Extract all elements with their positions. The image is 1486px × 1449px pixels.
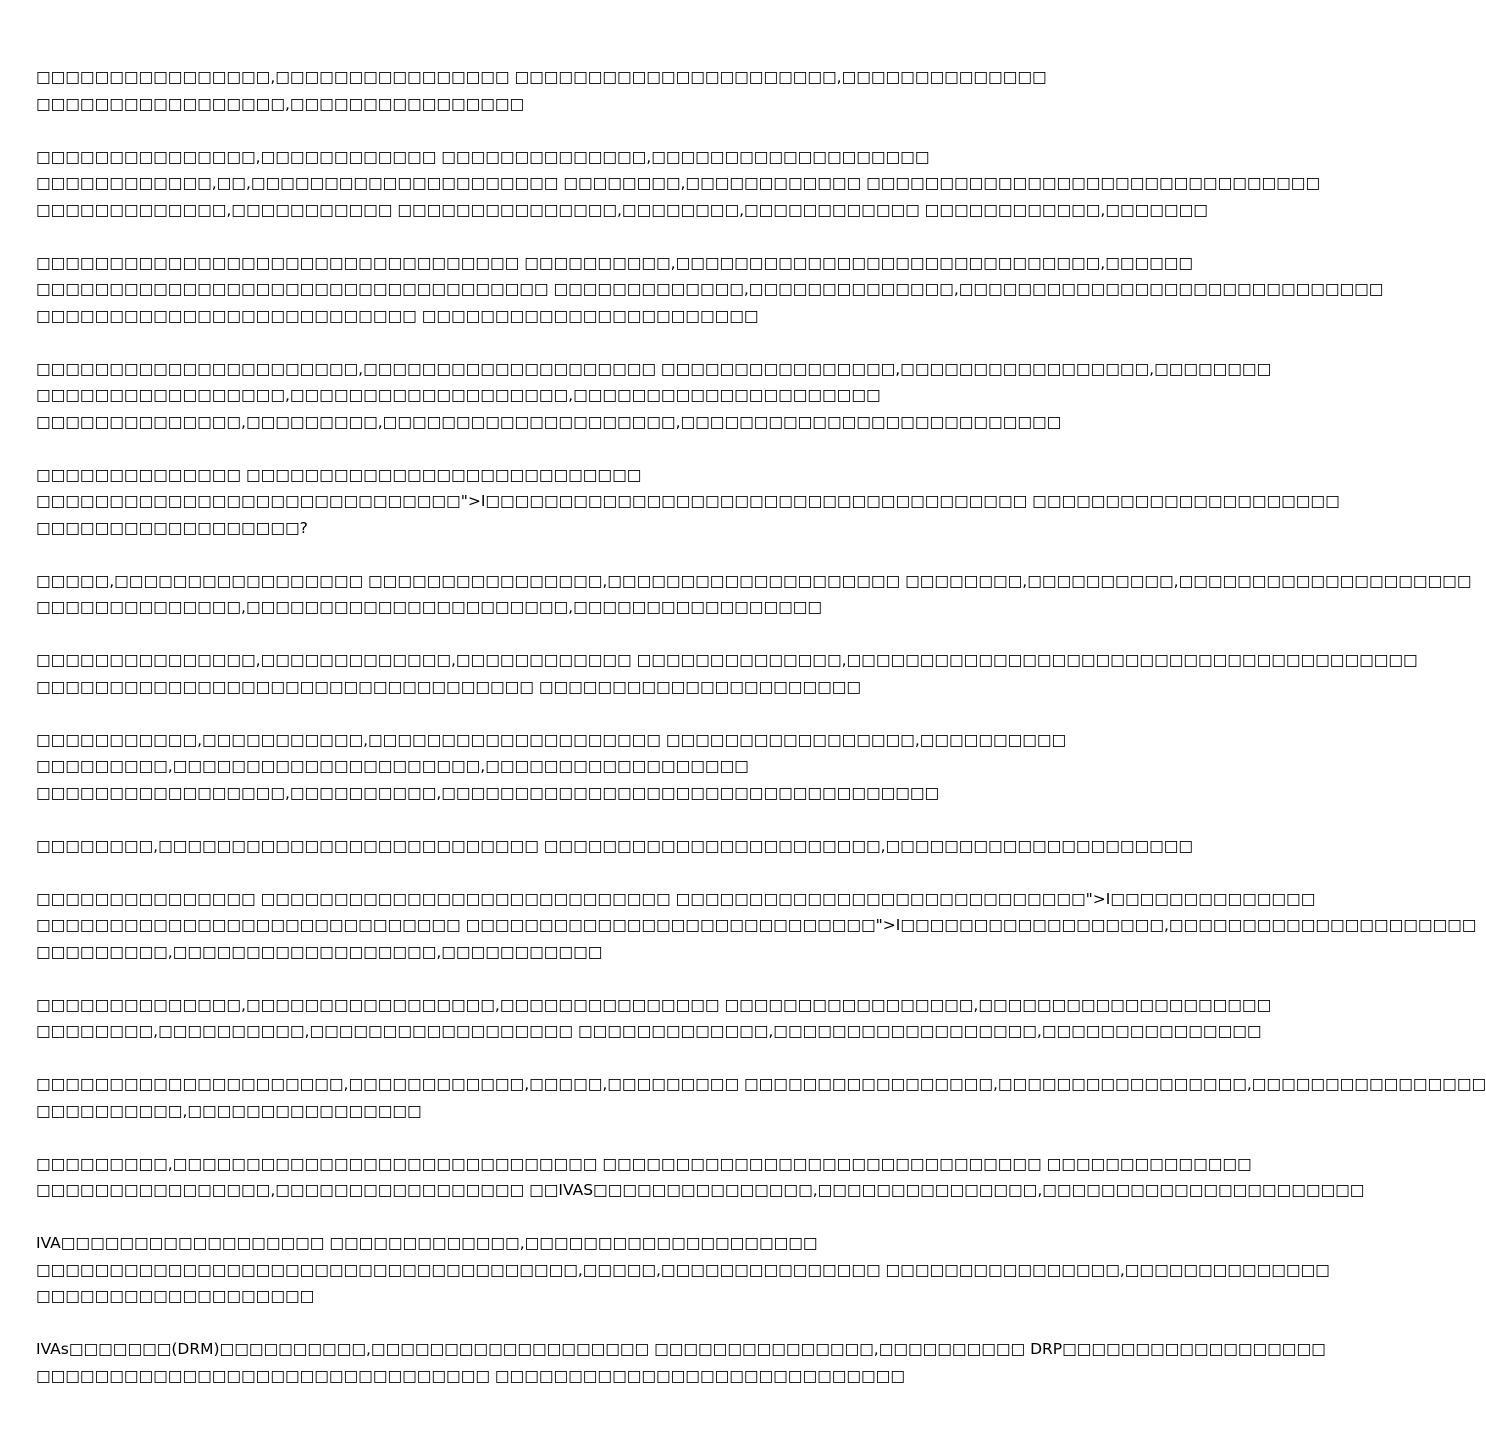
- text-line: □□□□□□□□□□□□□□□□□,□□□□□□□□□□,□□□□□□□□□□□□□□□□□□□□□□□□□□□□□□□□□□: [36, 783, 940, 802]
- text-line: □□□□□□□□□,□□□□□□□□□□□□□□□□□□,□□□□□□□□□□□: [36, 942, 603, 961]
- text-line: □□□□□□□□□□□□□□□□□□□□□□□□□□□□□□□□□□□ □□□□□□□□□□□□□,□□□□□□□□□□□□□□,□□□□□□□□□□□□□□□□□□□□□□□□□□□□□: [36, 280, 1384, 298]
- paragraph: [36, 1336, 1326, 1389]
- text-line: □□□□□□□□□□□□□□□□□,□□□□□□□□□□□□□□□□: [36, 94, 525, 113]
- text-line: □□□□□□□□□□□□□□ □□□□□□□□□□□□□□□□□□□□□□□□□□□: [36, 465, 642, 484]
- paragraph: [36, 1230, 1330, 1310]
- paragraph: [36, 1151, 1365, 1204]
- text-line: □□□□□□□□□□□□□□□ □□□□□□□□□□□□□□□□□□□□□□□□□□□□ □□□□□□□□□□□□□□□□□□□□□□□□□□□□">I□□□□□□□□□□□□□□: [36, 889, 1316, 908]
- text-line: □□□□□□□□□□□□□□□□□□□□□□□□□□□□□">I□□□□□□□□□□□□□□□□□□□□□□□□□□□□□□□□□□□□□ □□□□□□□□□□□□□□□□□□□□□: [36, 492, 1340, 510]
- text-line: □□□□□□□□□□□□□□□□□□□□□,□□□□□□□□□□□□,□□□□□,□□□□□□□□□ □□□□□□□□□□□□□□□□□,□□□□□□□□□□□□□□□□□,□□□□□□□□□□□□□□□□: [36, 1075, 1486, 1093]
- text-line: □□□□□,□□□□□□□□□□□□□□□□□ □□□□□□□□□□□□□□□□,□□□□□□□□□□□□□□□□□□□□ □□□□□□□□,□□□□□□□□□□,□□□□□□□□□□□□□□□□□□□□: [36, 571, 1472, 590]
- text-line: □□□□□□□□□,□□□□□□□□□□□□□□□□□□□□□,□□□□□□□□□□□□□□□□□□: [36, 757, 749, 775]
- text-line: □□□□□□□□□□□□□□,□□□□□□□□□□□□□□□□□,□□□□□□□□□□□□□□□ □□□□□□□□□□□□□□□□□,□□□□□□□□□□□□□□□□□□□□: [36, 995, 1272, 1014]
- text-line: □□□□□□□□□,□□□□□□□□□□□□□□□□□□□□□□□□□□□□□ □□□□□□□□□□□□□□□□□□□□□□□□□□□□□□ □□□□□□□□□□□□□□: [36, 1154, 1252, 1173]
- paragraph: [36, 144, 1321, 224]
- text-line: □□□□□□□□,□□□□□□□□□□,□□□□□□□□□□□□□□□□□□ □□□□□□□□□□□□□,□□□□□□□□□□□□□□□□□□,□□□□□□□□□□□□□□□: [36, 1022, 1262, 1040]
- text-line: □□□□□□□□□□□□□□□□,□□□□□□□□□□□□□□□□ □□□□□□□□□□□□□□□□□□□□□□,□□□□□□□□□□□□□□: [36, 68, 1047, 86]
- paragraph: [36, 356, 1272, 436]
- text-line: □□□□□□□□□□,□□□□□□□□□□□□□□□□: [36, 1101, 422, 1120]
- paragraph: [36, 833, 1194, 860]
- text-line: □□□□□□□□□□□□□□□□□,□□□□□□□□□□□□□□□□□□□,□□□□□□□□□□□□□□□□□□□□□: [36, 386, 881, 404]
- text-line: □□□□□□□□□□□□□□□,□□□□□□□□□□□□□,□□□□□□□□□□□□ □□□□□□□□□□□□□□,□□□□□□□□□□□□□□□□□□□□□□□□□□□□□□□□□□□□□□□: [36, 651, 1418, 669]
- paragraph: [36, 647, 1418, 700]
- text-line: □□□□□□□□□□□□,□□,□□□□□□□□□□□□□□□□□□□□□ □□□□□□□□,□□□□□□□□□□□□ □□□□□□□□□□□□□□□□□□□□□□□□□□□□□□□: [36, 174, 1321, 192]
- text-line: IVA□□□□□□□□□□□□□□□□□□ □□□□□□□□□□□□□,□□□□□□□□□□□□□□□□□□□□: [36, 1234, 818, 1252]
- paragraph: [36, 1071, 1486, 1124]
- text-line: IVAs□□□□□□□(DRM)□□□□□□□□□□,□□□□□□□□□□□□□□□□□□□ □□□□□□□□□□□□□□□,□□□□□□□□□□ DRP□□□□□□□□□□□□□□□□□□: [36, 1340, 1326, 1358]
- text-line: □□□□□□□□□□□□□□□□□□□□□□,□□□□□□□□□□□□□□□□□□□□ □□□□□□□□□□□□□□□□,□□□□□□□□□□□□□□□□□,□□□□□□□□: [36, 359, 1272, 378]
- paragraph: [36, 992, 1272, 1045]
- text-line: □□□□□□□□□□□□□□□□□□□: [36, 1287, 315, 1305]
- text-line: □□□□□□□□□□□□□,□□□□□□□□□□□ □□□□□□□□□□□□□□□,□□□□□□□□,□□□□□□□□□□□□ □□□□□□□□□□□□,□□□□□□□: [36, 200, 1208, 219]
- text-line: □□□□□□□□□□□□□□□,□□□□□□□□□□□□ □□□□□□□□□□□□□□,□□□□□□□□□□□□□□□□□□□: [36, 147, 930, 166]
- text-line: □□□□□□□□□□□□□□□□□□□□□□□□□□□□□□□□□□ □□□□□□□□□□□□□□□□□□□□□□: [36, 677, 862, 696]
- text-line: □□□□□□□□□□□□□□□□□□□□□□□□□□□□□□□□□□□□□,□□□□□,□□□□□□□□□□□□□□□ □□□□□□□□□□□□□□□□,□□□□□□□□□□□□□□: [36, 1260, 1330, 1279]
- text-line: □□□□□□□□□□□□□□,□□□□□□□□□,□□□□□□□□□□□□□□□□□□□□,□□□□□□□□□□□□□□□□□□□□□□□□□□: [36, 412, 1062, 431]
- text-line: □□□□□□□□□□□□□□□□□□□□□□□□□□□□□□□ □□□□□□□□□□□□□□□□□□□□□□□□□□□□: [36, 1366, 905, 1385]
- paragraph: [36, 250, 1384, 330]
- paragraph: [36, 462, 1340, 542]
- document-page: [36, 64, 1486, 1416]
- text-line: □□□□□□□□□□□□□□□□,□□□□□□□□□□□□□□□□□ □□IVAS□□□□□□□□□□□□□□□,□□□□□□□□□□□□□□□,□□□□□□□□□□□□□□□□□□□□□□: [36, 1181, 1365, 1199]
- paragraph: [36, 64, 1047, 117]
- text-line: □□□□□□□□□□□□□□□□□□?: [36, 518, 308, 537]
- paragraph: [36, 568, 1472, 621]
- text-line: □□□□□□□□□□□,□□□□□□□□□□□,□□□□□□□□□□□□□□□□□□□□ □□□□□□□□□□□□□□□□□,□□□□□□□□□□: [36, 730, 1067, 749]
- text-line: □□□□□□□□□□□□□□□□□□□□□□□□□□ □□□□□□□□□□□□□□□□□□□□□□□: [36, 306, 759, 325]
- text-line: □□□□□□□□,□□□□□□□□□□□□□□□□□□□□□□□□□□ □□□□□□□□□□□□□□□□□□□□□□□,□□□□□□□□□□□□□□□□□□□□□: [36, 836, 1194, 855]
- text-line: □□□□□□□□□□□□□□,□□□□□□□□□□□□□□□□□□□□□□,□□□□□□□□□□□□□□□□□: [36, 598, 823, 616]
- paragraph: [36, 727, 1067, 807]
- text-line: □□□□□□□□□□□□□□□□□□□□□□□□□□□□□□□□□ □□□□□□□□□□,□□□□□□□□□□□□□□□□□□□□□□□□□□□□□,□□□□□□: [36, 253, 1194, 272]
- text-line: □□□□□□□□□□□□□□□□□□□□□□□□□□□□□ □□□□□□□□□□□□□□□□□□□□□□□□□□□□">I□□□□□□□□□□□□□□□□□□,□□□□□□□□□□□□□□□□□□□□□: [36, 916, 1477, 934]
- paragraph: [36, 886, 1477, 966]
